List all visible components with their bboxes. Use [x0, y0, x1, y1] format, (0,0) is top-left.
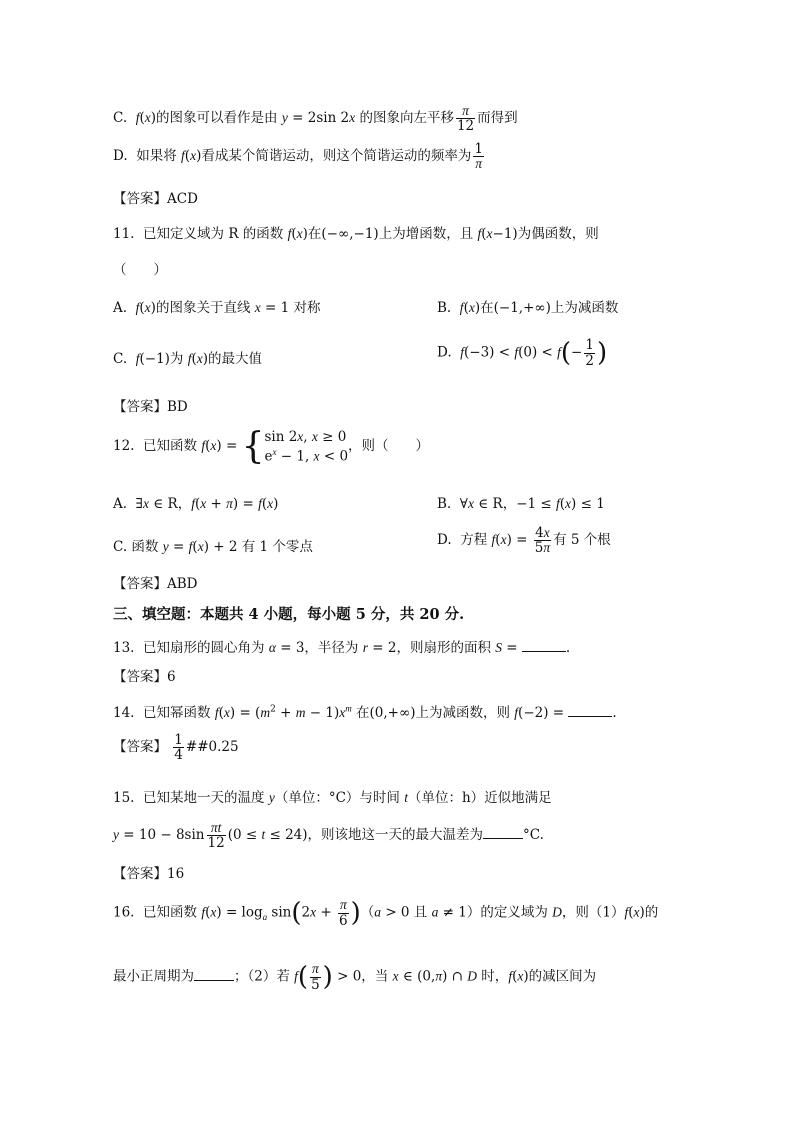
q16-stem-line2: 最小正周期为 ；（2）若 f( $\frac{\pi}{5}$ ) > 0，当 x ∈ (0,π) ∩ D 时，f(x)的减区间为 — [113, 961, 597, 993]
q16-stem-line1: 16. 已知函数 $f(x) = \log_a \sin(2x$ + $\frac{\pi}{6}$ )（a > 0 且 a ≠ 1）的定义域为 D，则（1）f(x)的 — [113, 897, 659, 929]
q13-stem: 13. 已知扇形的圆心角为 α = 3，半径为 r = 2，则扇形的面积 S = . — [113, 640, 571, 656]
q11-option-d: D. f(−3) < f(0) < f(− $\frac{1}{2}$ ) — [437, 337, 608, 369]
q12-option-b: B. ∀x ∈ R，−1 ≤ f(x) ≤ 1 — [437, 496, 605, 512]
q11-paren: （ ） — [113, 262, 167, 278]
q10-answer: 【答案】ACD — [113, 191, 198, 207]
q12-option-d: D. 方程 f(x) = $\frac{4x}{5\pi}$ 有 5 个根 — [437, 525, 611, 557]
q12-answer: 【答案】ABD — [113, 576, 198, 592]
q11-option-b: B. f(x)在(−1,+∞)上为减函数 — [437, 300, 619, 316]
q13-answer: 【答案】6 — [113, 669, 176, 685]
q15-stem-line1: 15. 已知某地一天的温度 y（单位：°C）与时间 t（单位：h）近似地满足 — [113, 790, 552, 806]
section-3-heading: 三、填空题：本题共 4 小题，每小题 5 分，共 20 分. — [113, 606, 465, 623]
q12-stem: 12. 已知函数 f(x) = { sin 2x, x ≥ 0 $e^x - 1$, x < 0 ，则（ ） — [113, 426, 430, 467]
q15-stem-line2: y = 10 − 8sin $\frac{\pi t}{12}$ (0 ≤ t ≤ 24)，则该地这一天的最大温差为 °C. — [113, 820, 544, 852]
q11-answer: 【答案】BD — [113, 399, 188, 415]
q10-option-d: D. 如果将 f(x)看成某个简谐运动，则这个简谐运动的频率为 $\frac{1}{\pi}$ — [113, 141, 483, 172]
q11-option-a: A. f(x)的图象关于直线 x = 1 对称 — [113, 300, 321, 316]
q12-option-c: C. 函数 y = f(x) + 2 有 1 个零点 — [113, 539, 313, 555]
q12-option-a: A. ∃x ∈ R，f(x + π) = f(x) — [113, 496, 279, 512]
q10-option-c: C. f(x)的图象可以看作是由 y = 2sin 2x 的图象向左平移 $\frac{\pi}{12}$ 而得到 — [113, 103, 518, 135]
q14-answer: 【答案】 $\frac{1}{4}$ ##0.25 — [113, 732, 239, 764]
q11-stem: 11. 已知定义域为 R 的函数 f(x)在(−∞,−1)上为增函数，且 f(x−1)为偶函数，则 — [113, 226, 599, 242]
q15-answer: 【答案】16 — [113, 866, 185, 882]
q14-stem: 14. 已知幂函数 $f(x) = (m^2 + m - 1)x^m$ 在(0,+∞)上为减函数，则 f(−2) = . — [113, 703, 617, 721]
q11-option-c: C. f(−1)为 f(x)的最大值 — [113, 351, 263, 367]
